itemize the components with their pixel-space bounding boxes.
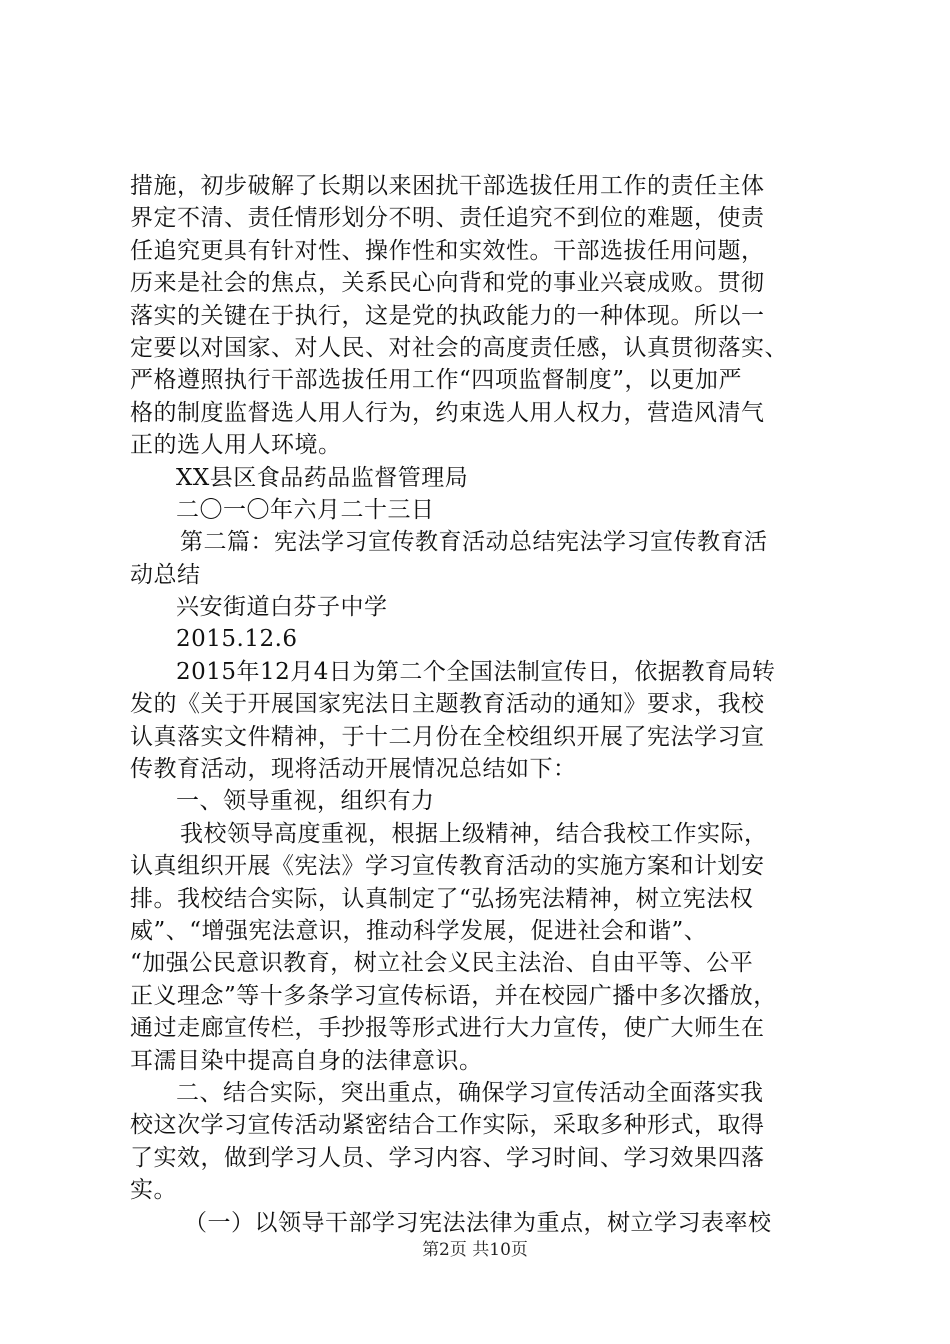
text-line: 界定不清、责任情形划分不明、责任追究不到位的难题，使责 (130, 205, 765, 232)
document-body (130, 170, 830, 1239)
text-line: 格的制度监督选人用人行为，约束选人用人权力，营造风清气 (130, 399, 765, 426)
heading-two: 二、结合实际，突出重点，确保学习宣传活动全面落实我 (176, 1079, 764, 1106)
signature-org: XX县区食品药品监督管理局 (176, 464, 469, 491)
page-number-footer: 第2页 共10页 (422, 1240, 528, 1260)
text-line: 历来是社会的焦点，关系民心向背和党的事业兴衰成败。贯彻 (130, 270, 765, 297)
subheading: （一）以领导干部学习宪法法律为重点，树立学习表率校 (184, 1209, 772, 1236)
text-line: 排。我校结合实际，认真制定了“弘扬宪法精神，树立宪法权 (130, 885, 754, 912)
text-line: 了实效，做到学习人员、学习内容、学习时间、学习效果四落 (130, 1144, 765, 1171)
text-line: 正的选人用人环境。 (130, 432, 342, 459)
text-line: 正义理念”等十多条学习宣传标语，并在校园广播中多次播放， (130, 982, 777, 1009)
text-line: 校这次学习宣传活动紧密结合工作实际，采取多种形式，取得 (130, 1112, 765, 1139)
text-line: 认真落实文件精神，于十二月份在全校组织开展了宪法学习宣 (130, 723, 765, 750)
text-line: 认真组织开展《宪法》学习宣传教育活动的实施方案和计划安 (130, 853, 765, 880)
report-date: 2015.12.6 (176, 626, 298, 653)
text-line: 传教育活动，现将活动开展情况总结如下： (130, 756, 577, 783)
text-line: 实。 (130, 1177, 177, 1204)
section-title: 第二篇：宪法学习宣传教育活动总结宪法学习宣传教育活 (180, 529, 768, 556)
school-name: 兴安街道白芬子中学 (176, 594, 388, 621)
text-line: 措施，初步破解了长期以来困扰干部选拔任用工作的责任主体 (130, 173, 765, 199)
signature-date: 二〇一〇年六月二十三日 (176, 496, 435, 523)
text-line: 我校领导高度重视，根据上级精神，结合我校工作实际， (180, 820, 768, 847)
text-line: 严格遵照执行干部选拔任用工作“四项监督制度”，以更加严 (130, 367, 743, 394)
text-line: 任追究更具有针对性、操作性和实效性。干部选拔任用问题， (130, 237, 765, 264)
section-title-cont: 动总结 (130, 561, 201, 588)
text-line: 2015年12月4日为第二个全国法制宣传日，依据教育局转 (176, 658, 776, 685)
text-line: “加强公民意识教育，树立社会义民主法治、自由平等、公平 (130, 950, 754, 977)
text-line: 通过走廊宣传栏，手抄报等形式进行大力宣传，使广大师生在 (130, 1015, 765, 1042)
text-line: 发的《关于开展国家宪法日主题教育活动的通知》要求，我校 (130, 691, 765, 718)
text-line: 威”、“增强宪法意识，推动科学发展，促进社会和谐”、 (130, 917, 708, 944)
text-line: 定要以对国家、对人民、对社会的高度责任感，认真贯彻落实、 (130, 334, 788, 361)
text-line: 耳濡目染中提高自身的法律意识。 (130, 1047, 483, 1074)
heading-one: 一、领导重视，组织有力 (176, 788, 435, 815)
text-line: 落实的关键在于执行，这是党的执政能力的一种体现。所以一 (130, 302, 765, 329)
